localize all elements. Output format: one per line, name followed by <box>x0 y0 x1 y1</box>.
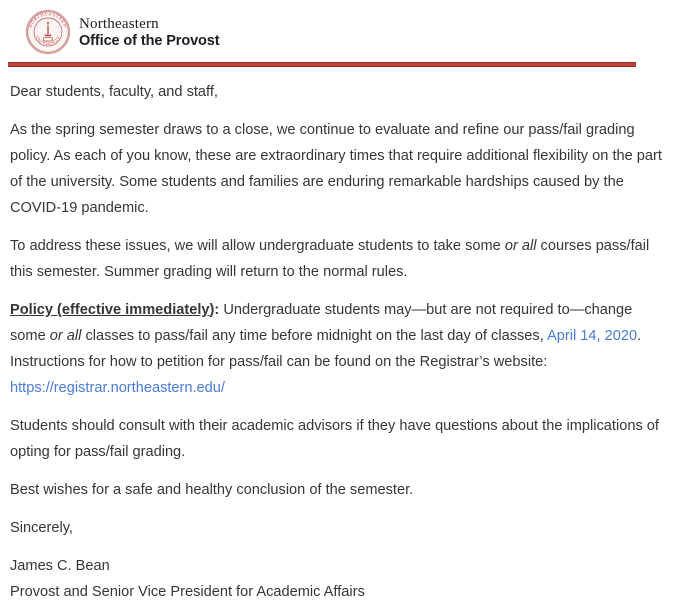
signer-name: James C. Bean <box>10 558 110 574</box>
paragraph-policy-details <box>10 297 670 401</box>
brand-university-name: Northeastern <box>79 15 159 32</box>
text-segment: or all <box>504 238 537 254</box>
paragraph-intro <box>10 117 670 221</box>
text-segment: As the spring semester draws to a close, we continue to evaluate and refine our pass/fail grading policy. As each of you know, these are extraordinary times that require additional flexibility on the part of the university. Some students and families are enduring remarkable hardships caused by the COVID-19 pandemic. <box>10 122 662 216</box>
policy-label: Policy (effective immediately <box>10 302 210 318</box>
text-segment: Dear students, faculty, and staff, <box>10 84 218 100</box>
paragraph-best-wishes <box>10 477 670 503</box>
text-segment: Students should consult with their academic advisors if they have questions about the implications of opting for pass/fail grading. <box>10 418 659 460</box>
seal-arc-top-text: NORTHEASTERN <box>27 11 69 29</box>
seal-arc-bottom-text: UNIVERSITY <box>34 34 62 47</box>
brand-wordmark <box>79 16 220 49</box>
registrar-website-link[interactable]: https://registrar.northeastern.edu/ <box>10 380 225 396</box>
signature-block <box>10 553 670 605</box>
paragraph-advisors <box>10 413 670 465</box>
text-segment: To address these issues, we will allow undergraduate students to take some <box>10 238 505 254</box>
salutation <box>10 79 670 105</box>
closing <box>10 515 670 541</box>
paragraph-policy-overview <box>10 233 670 285</box>
deadline-date-link[interactable]: April 14, 2020 <box>547 328 638 344</box>
text-segment: . Instructions for how to petition for pass/fail can be found on the Registrar’s website: <box>10 328 642 370</box>
brand-office-name: Office of the Provost <box>79 32 220 49</box>
text-segment: Undergraduate students may—but are not required to—change some <box>10 302 633 344</box>
text-segment: or all <box>49 328 82 344</box>
text-segment: Best wishes for a safe and healthy conclusion of the semester. <box>10 482 414 498</box>
text-segment: classes to pass/fail any time before midnight on the last day of classes, <box>81 328 548 344</box>
text-segment: Sincerely, <box>10 520 73 536</box>
text-segment: courses pass/fail this semester. Summer grading will return to the normal rules. <box>10 238 650 280</box>
signer-title: Provost and Senior Vice President for Academic Affairs <box>10 584 365 600</box>
text-segment: ): <box>209 302 220 318</box>
letterhead <box>0 0 682 59</box>
northeastern-university-seal-icon <box>25 9 71 55</box>
letter-body <box>0 67 682 605</box>
